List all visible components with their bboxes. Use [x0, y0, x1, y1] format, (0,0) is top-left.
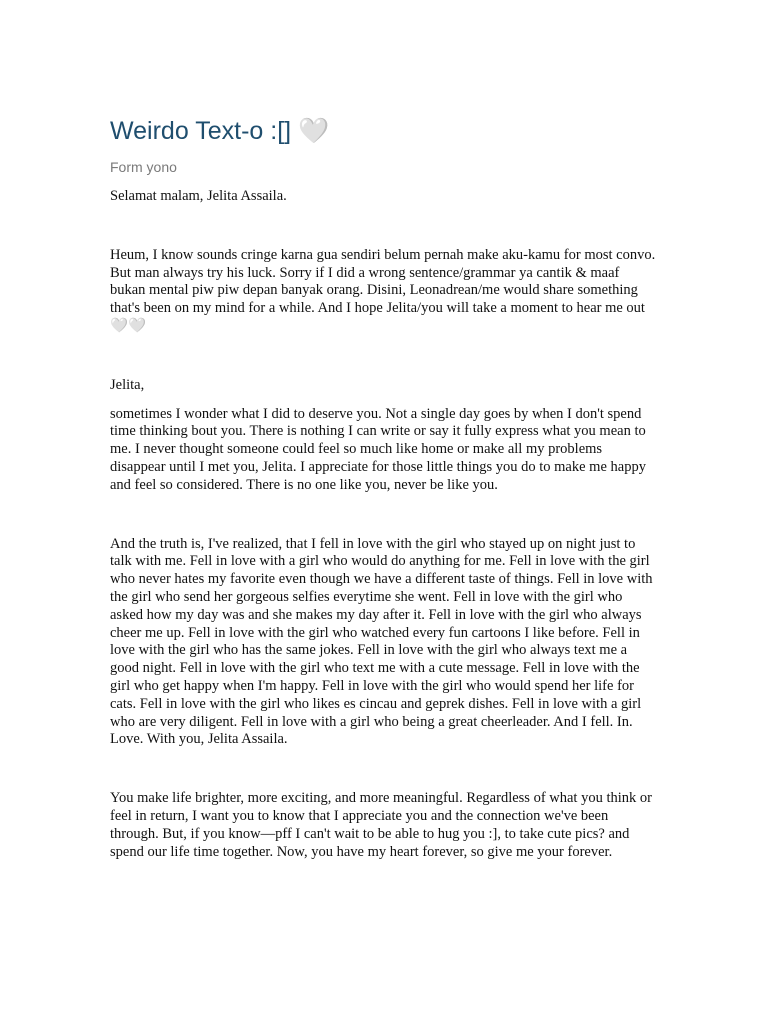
document-page	[110, 115, 658, 861]
paragraph-closing: You make life brighter, more exciting, and more meaningful. Regardless of what you think or feel in return, I want you to know that I appreciate you and the connection we've been through. But, if you know—pff I can't wait to be able to hug you :], to take cute pics? and spend our life time together. Now, you have my heart forever, so give me your forever.	[110, 790, 652, 860]
salutation-line: Jelita,	[110, 376, 145, 393]
document-title: Weirdo Text-o :[] 🤍	[110, 117, 330, 145]
paragraph-fell-in-love: And the truth is, I've realized, that I fell in love with the girl who stayed up on night just to talk with me. Fell in love with a girl who would do anything for me. Fell in love with the girl who never hates my favorite even though we have a different taste of things. Fell in love with the girl who send her gorgeous selfies everytime she went. Fell in love with the girl who asked how my day was and she makes my day after it. Fell in love with the girl who always cheer me up. Fell in love with the girl who watched every fun cartoons I like before. Fell in love with the girl who has the same jokes. Fell in love with the girl who always text me a good night. Fell in love with the girl who text me with a cute message. Fell in love with the girl who get happy when I'm happy. Fell in love with the girl who would spend her life for cats. Fell in love with the girl who likes es cincau and geprek dishes. Fell in love with a girl who are very diligent. Fell in love with a girl who being a great cheerleader. And I fell. In. Love. With you, Jelita Assaila.	[110, 535, 653, 748]
document-subtitle: Form yono	[110, 159, 177, 175]
paragraph-deserve: sometimes I wonder what I did to deserve you. Not a single day goes by when I don't spend time thinking bout you. There is nothing I can write or say it fully express what you mean to me. I never thought someone could feel so much like home or make all my problems disappear until I met you, Jelita. I appreciate for those little things you do to make me happy and feel so considered. There is no one like you, never be like you.	[110, 405, 646, 493]
greeting-line: Selamat malam, Jelita Assaila.	[110, 188, 287, 204]
paragraph-intro: Heum, I know sounds cringe karna gua sendiri belum pernah make aku-kamu for most convo. But man always try his luck. Sorry if I did a wrong sentence/grammar ya cantik & maaf bukan mental piw piw depan banyak orang. Disini, Leonadrean/me would share something that's been on my mind for a while. And I hope Jelita/you will take a moment to hear me out 🤍🤍	[110, 246, 656, 334]
